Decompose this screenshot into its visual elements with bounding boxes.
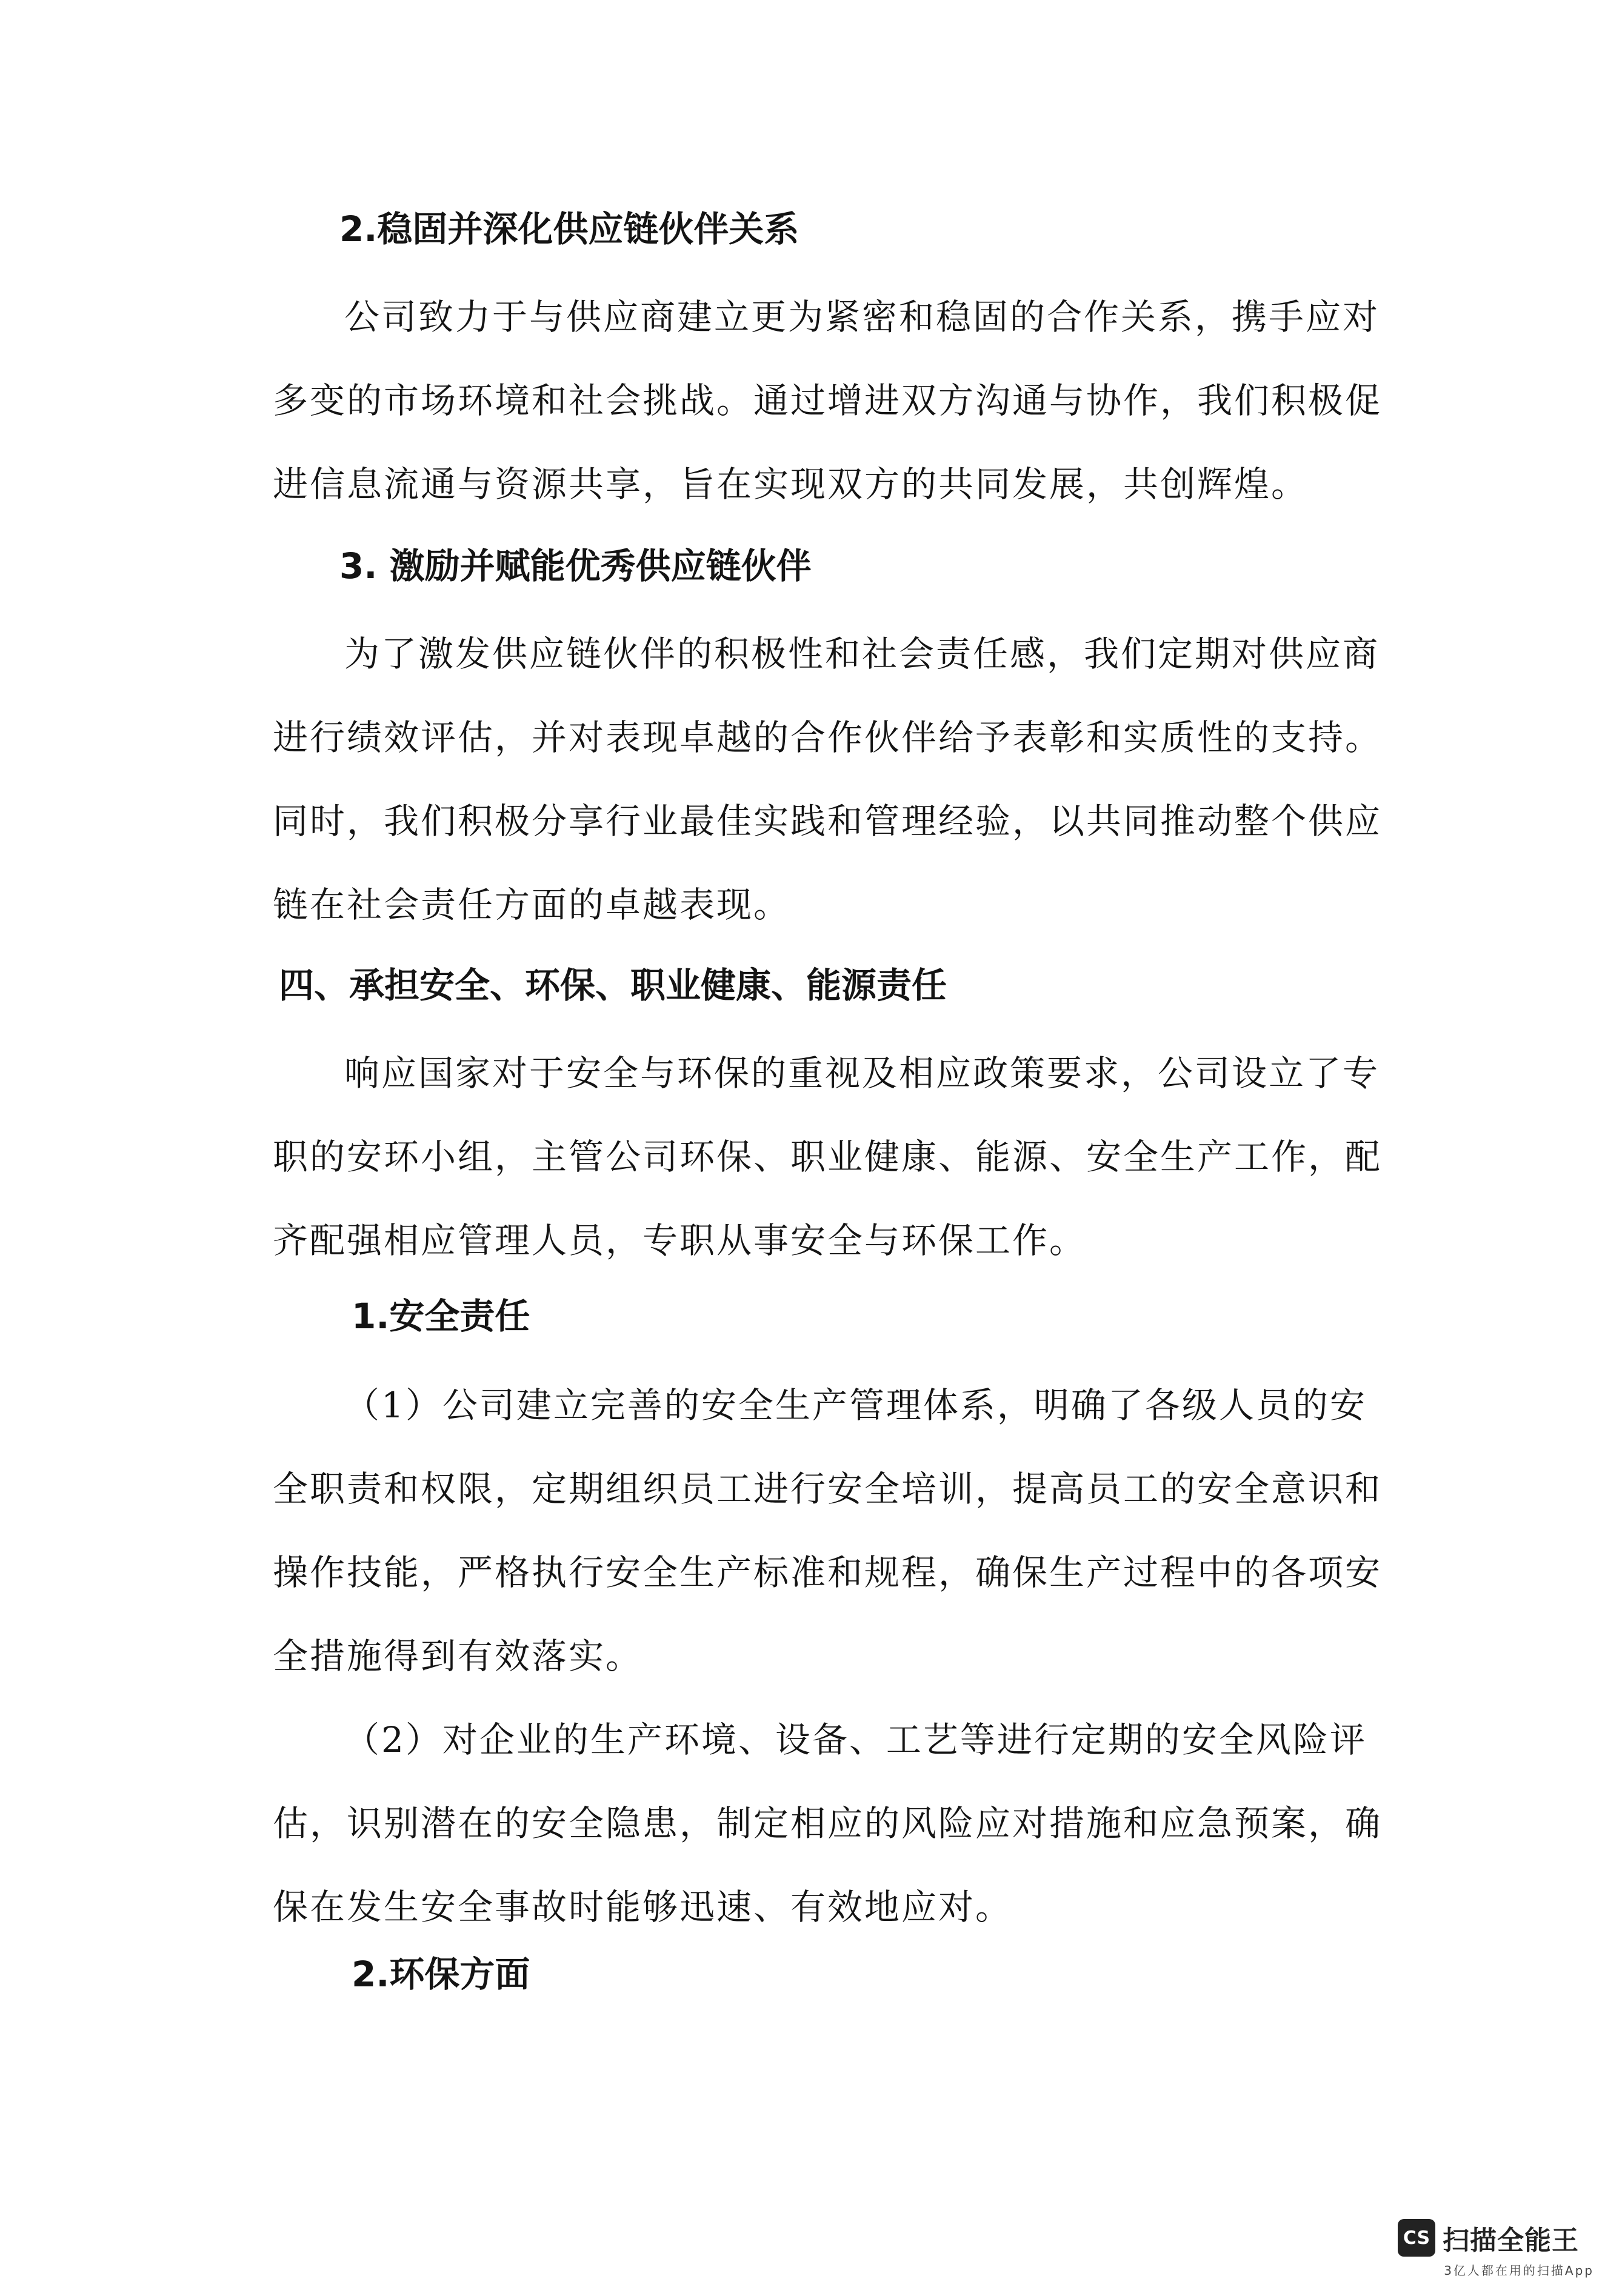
text-line: 响应国家对于安全与环保的重视及相应政策要求，公司设立了专 xyxy=(344,1053,1380,1094)
paragraph-safety-2 xyxy=(273,1698,1382,1949)
scanner-logo-icon: CS xyxy=(1398,2219,1435,2257)
scanner-watermark xyxy=(1398,2218,1598,2285)
heading-incentivize-partners: 3. 激励并赋能优秀供应链伙伴 xyxy=(339,545,812,587)
text-line: 进行绩效评估，并对表现卓越的合作伙伴给予表彰和实质性的支持。 xyxy=(273,717,1383,758)
scanner-tagline: 3亿人都在用的扫描App xyxy=(1444,2263,1594,2278)
text-line: 全职责和权限，定期组织员工进行安全培训，提高员工的安全意识和 xyxy=(273,1468,1383,1509)
text-line: 公司致力于与供应商建立更为紧密和稳固的合作关系，携手应对 xyxy=(344,296,1380,338)
text-line: 为了激发供应链伙伴的积极性和社会责任感，我们定期对供应商 xyxy=(344,633,1380,674)
text-line: 同时，我们积极分享行业最佳实践和管理经验，以共同推动整个供应 xyxy=(273,800,1383,842)
text-line: 保在发生安全事故时能够迅速、有效地应对。 xyxy=(273,1886,1013,1928)
text-line: 多变的市场环境和社会挑战。通过增进双方沟通与协作，我们积极促 xyxy=(273,380,1383,421)
paragraph-supply-chain-partnership xyxy=(273,275,1382,526)
text-line: 职的安环小组，主管公司环保、职业健康、能源、安全生产工作，配 xyxy=(273,1136,1383,1177)
text-line: 全措施得到有效落实。 xyxy=(273,1635,643,1677)
heading-safety-responsibility: 1.安全责任 xyxy=(352,1296,530,1337)
text-line: 估，识别潜在的安全隐患，制定相应的风险应对措施和应急预案，确 xyxy=(273,1803,1383,1844)
text-line: 操作技能，严格执行安全生产标准和规程，确保生产过程中的各项安 xyxy=(273,1552,1383,1593)
text-line: 链在社会责任方面的卓越表现。 xyxy=(273,884,791,925)
scanner-app-name: 扫描全能王 xyxy=(1443,2225,1579,2256)
paragraph-safety-1 xyxy=(273,1363,1382,1698)
heading-supply-chain-partnership: 2.稳固并深化供应链伙伴关系 xyxy=(339,208,799,250)
paragraph-part-four xyxy=(273,1031,1382,1282)
text-line: 齐配强相应管理人员，专职从事安全与环保工作。 xyxy=(273,1220,1087,1261)
paragraph-incentivize-partners xyxy=(273,612,1382,947)
text-line: 进信息流通与资源共享，旨在实现双方的共同发展，共创辉煌。 xyxy=(273,464,1309,505)
heading-part-four: 四、承担安全、环保、职业健康、能源责任 xyxy=(279,965,947,1006)
text-line: （2）对企业的生产环境、设备、工艺等进行定期的安全风险评 xyxy=(344,1719,1367,1760)
heading-environmental: 2.环保方面 xyxy=(352,1954,530,1995)
text-line: （1）公司建立完善的安全生产管理体系，明确了各级人员的安 xyxy=(344,1385,1367,1426)
